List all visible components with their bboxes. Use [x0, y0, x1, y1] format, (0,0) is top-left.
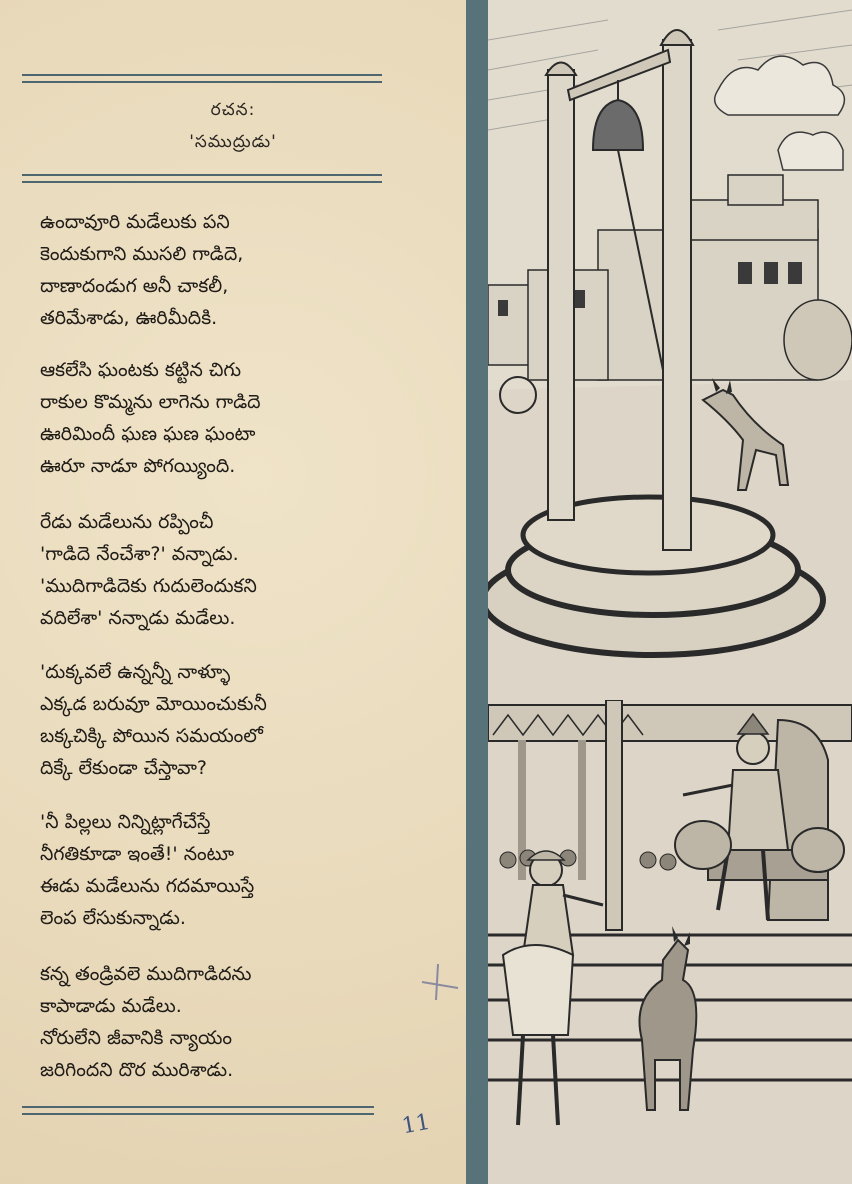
bell-tower-illustration: [488, 0, 852, 700]
poem-line: నోరులేని జీవానికి న్యాయం: [40, 1027, 233, 1049]
stanza-4: [40, 656, 440, 784]
poem-line: 'దుక్కవలే ఉన్నన్నీ నాళ్ళూ: [40, 661, 231, 683]
bottom-rule: [22, 1106, 374, 1115]
poem-line: తరిమేశాడు, ఊరిమీదికి.: [40, 307, 218, 329]
poem-line: 'గాడిదె నేంచేశా?' వన్నాడు.: [40, 543, 239, 565]
poem-line: కాపాడాడు మడేలు.: [40, 995, 182, 1017]
poem-line: ఊరిమిందీ ఘణ ఘణ ఘంటా: [40, 423, 256, 445]
poem-line: ఉందావూరి మడేలుకు పని: [40, 211, 230, 233]
poem-line: ఊరూ నాడూ పోగయ్యింది.: [40, 455, 236, 477]
poem-line: ఈడు మడేలును గదమాయిస్తే: [40, 875, 255, 897]
stanza-3: [40, 506, 440, 634]
poem-line: 'నీ పిల్లలు నిన్నిట్లాగేచేస్తే: [40, 811, 211, 833]
stanza-1: [40, 206, 440, 334]
poem-line: కెందుకుగాని ముసలి గాడిదె,: [40, 243, 244, 265]
poem-line: ఆకలేసి ఘంటకు కట్టిన చిగు: [40, 359, 242, 381]
top-rule: [22, 74, 382, 83]
poem-line: బక్కచిక్కి పోయిన సమయంలో: [40, 725, 263, 747]
stanza-6: [40, 958, 440, 1086]
bell-tower-drawing: [488, 0, 852, 700]
poem-line: ఎక్కడ బరువూ మోయించుకునీ: [40, 693, 267, 715]
poem-line: దాణాదండుగ అనీ చాకలీ,: [40, 275, 229, 297]
court-drawing: [488, 700, 852, 1184]
stanza-2: [40, 354, 440, 482]
poem-line: 'ముదిగాడిదెకు గుదులెందుకని: [40, 575, 257, 597]
poem-line: రాకుల కొమ్మను లాగెను గాడిదె: [40, 391, 261, 413]
pencil-cross-mark: [418, 962, 460, 1002]
poem-line: జరిగిందని దొర మురిశాడు.: [40, 1059, 234, 1081]
poem-line: వదిలేశా' నన్నాడు మడేలు.: [40, 607, 236, 629]
poem-line: కన్న తండ్రివలె ముదిగాడిదను: [40, 963, 252, 985]
poem-line: రేడు మడేలును రప్పించీ: [40, 511, 214, 533]
author-name: 'సముద్రుడు': [189, 132, 277, 152]
header-bottom-rule: [22, 174, 382, 183]
page-number: 11: [400, 1109, 432, 1140]
court-illustration: [488, 700, 852, 1184]
credit-label: రచన:: [210, 100, 256, 120]
poem-line: దిక్కే లేకుండా చేస్తావా?: [40, 757, 208, 779]
poem-line: నీగతికూడా ఇంతే!' నంటూ: [40, 843, 235, 865]
column-divider: [466, 0, 488, 1184]
poem-line: లెంప లేసుకున్నాడు.: [40, 907, 186, 929]
stanza-5: [40, 806, 440, 934]
